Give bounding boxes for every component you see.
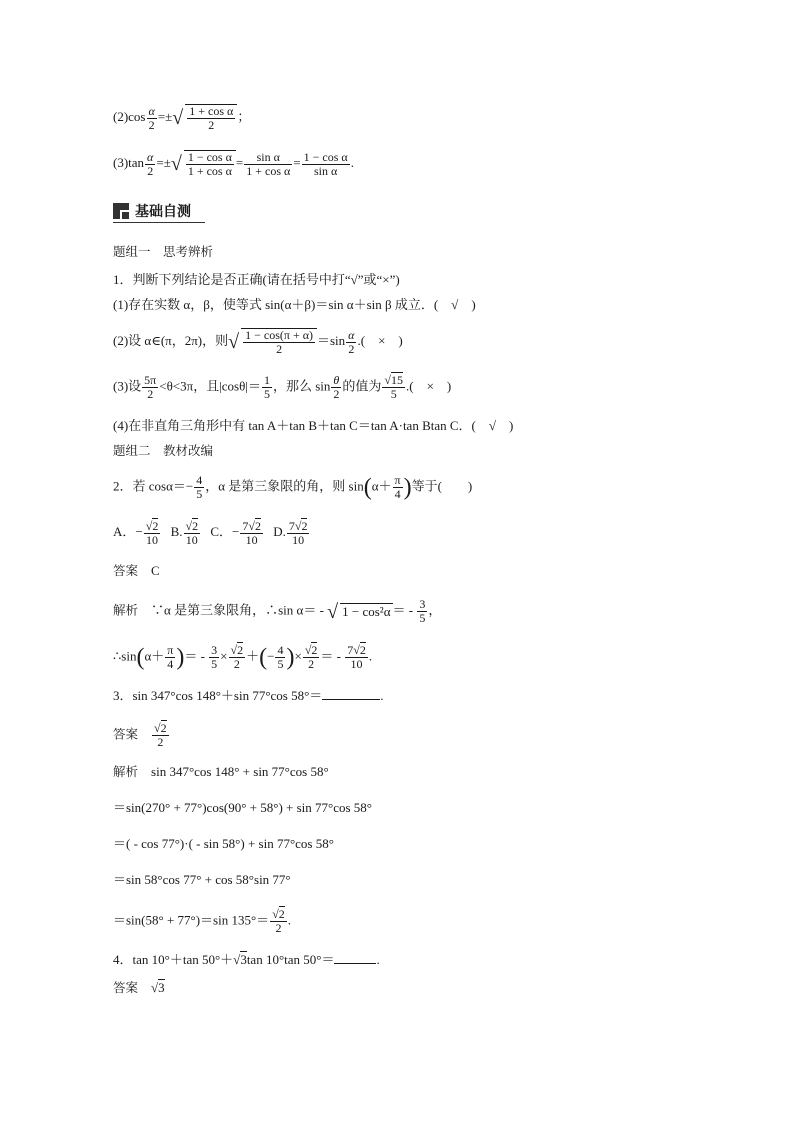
group-2-label: 题组二 教材改编	[113, 443, 214, 458]
question-2-analysis-1: 解析 ∵α 是第三象限角，∴sin α＝ - √ 1 − cos²α ＝ - $\frac{3}{5}$ ，	[113, 597, 442, 625]
question-3-analysis-3: ＝( - cos 77°)·( - sin 58°) + sin 77°cos 58°	[113, 836, 334, 851]
formula-label: (3)tan	[113, 154, 145, 170]
question-4-stem: 4．tan 10°＋tan 50°＋√3tan 10°tan 50°＝ .	[113, 952, 380, 967]
question-1-item-4: (4)在非直角三角形中有 tan A＋tan B＋tan C＝tan A·tan Btan C．( √ )	[113, 418, 514, 433]
section-underline	[113, 222, 205, 223]
question-2-stem: 2．若 cosα＝− $\frac{4}{5}$ ，α 是第三象限的角，则 sin(α＋ $\frac{\pi}{4}$ )等于( )	[113, 473, 473, 501]
question-1-item-1: (1)存在实数 α，β，使等式 sin(α＋β)＝sin α＋sin β 成立．( √ )	[113, 297, 476, 312]
question-3-stem: 3．sin 347°cos 148°＋sin 77°cos 58°＝ .	[113, 688, 384, 703]
section-heading	[113, 200, 205, 222]
option-a: A．− $\frac{√2}{10}$	[113, 519, 159, 547]
question-3-answer: 答案 $\frac{√2}{2}$	[113, 721, 167, 749]
group-1-label: 题组一 思考辨析	[113, 244, 214, 259]
fraction: $\frac{\alpha}{2}$	[148, 103, 155, 132]
option-c: C．− $\frac{7√2}{10}$	[210, 519, 261, 547]
question-1-item-3: (3)设 $\frac{5\pi}{2}$ <θ<3π，且|cosθ|＝ $\frac{1}{5}$ ，那么 sin $\frac{\theta}{2}$ 的值为 $\frac{√15}{5}$ .( × )	[113, 373, 452, 401]
question-3-analysis-2: ＝sin(270° + 77°)cos(90° + 58°) + sin 77°cos 58°	[113, 800, 373, 815]
option-d: D. $\frac{7√2}{10}$	[273, 519, 308, 547]
question-1-stem: 1．判断下列结论是否正确(请在括号中打“√”或“×”)	[113, 272, 400, 287]
question-3-analysis-5: ＝sin(58° + 77°)＝sin 135°＝ $\frac{√2}{2}$ .	[113, 907, 292, 935]
formula-label: (2)cos	[113, 108, 146, 124]
square-corner-icon	[113, 203, 129, 219]
question-1-item-2: (2)设 α∈(π，2π)，则√ $\frac{1 - \cos(\pi + \alpha)}{2}$ ＝sin $\frac{\alpha}{2}$ .( × )	[113, 327, 403, 356]
question-3-analysis-4: ＝sin 58°cos 77° + cos 58°sin 77°	[113, 872, 291, 887]
formula-tan-half: (3)tan $\frac{\alpha}{2}$ =±√ $\frac{\text{1 − cos α}}{\text{1 + cos α}}$ = $\frac{\text{sin α}}{\text{1 + cos α}}$ = $\frac{\text{1 − cos α}}{\text{sin α}}$ .	[113, 149, 354, 178]
question-2-options	[113, 520, 310, 547]
question-4-answer: 答案 √3	[113, 980, 165, 995]
answer-blank[interactable]	[322, 698, 380, 700]
question-3-analysis-1: 解析 sin 347°cos 148° + sin 77°cos 58°	[113, 764, 329, 779]
answer-blank[interactable]	[334, 962, 376, 964]
question-2-analysis-2: ∴sin(α＋ $\frac{\pi}{4}$ )＝ - $\frac{3}{5}$ × $\frac{√2}{2}$ ＋(− $\frac{4}{5}$ )× $\frac{√2}{2}$ ＝ - $\frac{7√2}{10}$ .	[113, 643, 373, 671]
question-2-answer: 答案 C	[113, 563, 160, 578]
option-b: B. $\frac{√2}{10}$	[170, 519, 199, 547]
fraction: $\frac{\alpha}{2}$	[147, 149, 154, 178]
section-title: 基础自测	[135, 204, 191, 220]
formula-cos-half: (2)cos $\frac{\alpha}{2}$ =±√ $\frac{\text{1 + cos α}}{2}$ ；	[113, 103, 251, 132]
